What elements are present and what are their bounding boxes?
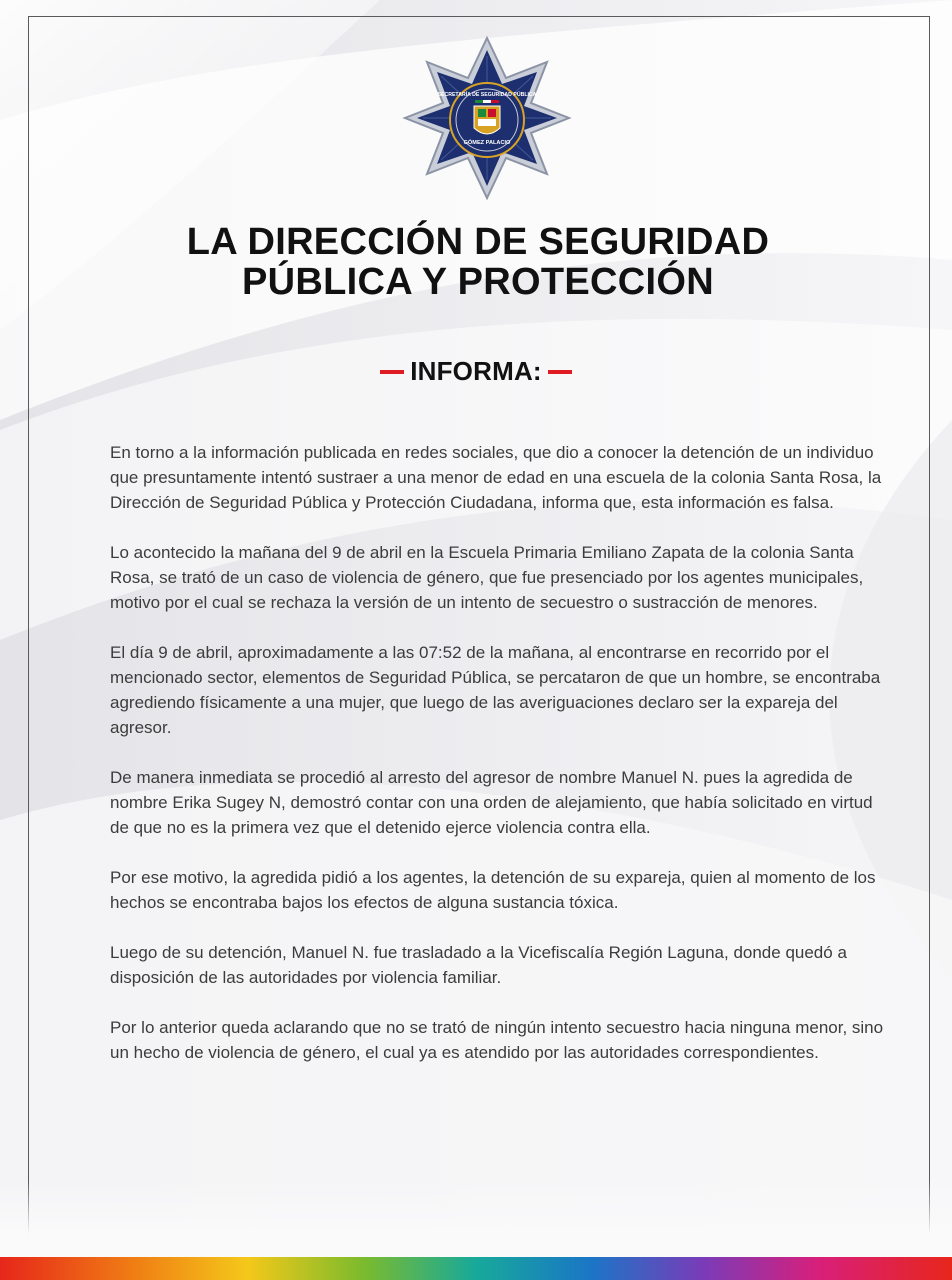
bottom-fade <box>0 1180 952 1258</box>
paragraph: Por lo anterior queda aclarando que no se trató de ningún intento secuestro hacia ninguna menor, sino un hecho de violencia de género, el cual ya es atendido por las autoridades correspondientes. <box>110 1018 884 1062</box>
paragraph: Por ese motivo, la agredida pidió a los agentes, la detención de su expareja, quien al momento de los hechos se encontraba bajos los efectos de alguna sustancia tóxica. <box>110 868 876 912</box>
red-dash-right <box>548 370 572 374</box>
title-line-2: PÚBLICA Y PROTECCIÓN <box>242 261 714 303</box>
informa-label: INFORMA: <box>410 356 542 386</box>
badge-bottom-text: GÓMEZ PALACIO <box>463 140 511 146</box>
notice-body <box>110 440 885 1090</box>
paragraph: De manera inmediata se procedió al arresto del agresor de nombre Manuel N. pues la agredida de nombre Erika Sugey N, demostró contar con una orden de alejamiento, que había solicitado en virtud de que no es la primera vez que el detenido ejerce violencia contra ella. <box>110 768 873 837</box>
paragraph: El día 9 de abril, aproximadamente a las 07:52 de la mañana, al encontrarse en recorrido por el mencionado sector, elementos de Seguridad Pública, se percataron de que un hombre, se encontraba agrediendo físicamente a una mujer, que luego de las averiguaciones declaro ser la expareja del agresor. <box>110 643 881 737</box>
title-line-1: LA DIRECCIÓN DE SEGURIDAD <box>186 221 770 263</box>
paragraph: Lo acontecido la mañana del 9 de abril en la Escuela Primaria Emiliano Zapata de la colonia Santa Rosa, se trató de un caso de violencia de género, que fue presenciado por los agentes municipales, motivo por el cual se rechaza la versión de un intento de secuestro o sustracción de menores. <box>110 543 864 612</box>
paragraph: Luego de su detención, Manuel N. fue trasladado a la Vicefiscalía Región Laguna, donde quedó a disposición de las autoridades por violencia familiar. <box>110 943 847 987</box>
rainbow-footer-stripe <box>0 1257 952 1280</box>
police-star-badge-icon <box>397 32 577 204</box>
paragraph: En torno a la información publicada en redes sociales, que dio a conocer la detención de un individuo que presuntamente intentó sustraer a una menor de edad en una escuela de la colonia Santa Rosa, la Dirección de Seguridad Pública y Protección Ciudadana, informa que, esta información es falsa. <box>110 443 882 512</box>
badge-top-text: SECRETARÍA DE SEGURIDAD PÚBLICA <box>437 92 537 98</box>
red-dash-left <box>380 370 404 374</box>
informa-heading <box>0 356 952 387</box>
page-title <box>60 222 896 302</box>
